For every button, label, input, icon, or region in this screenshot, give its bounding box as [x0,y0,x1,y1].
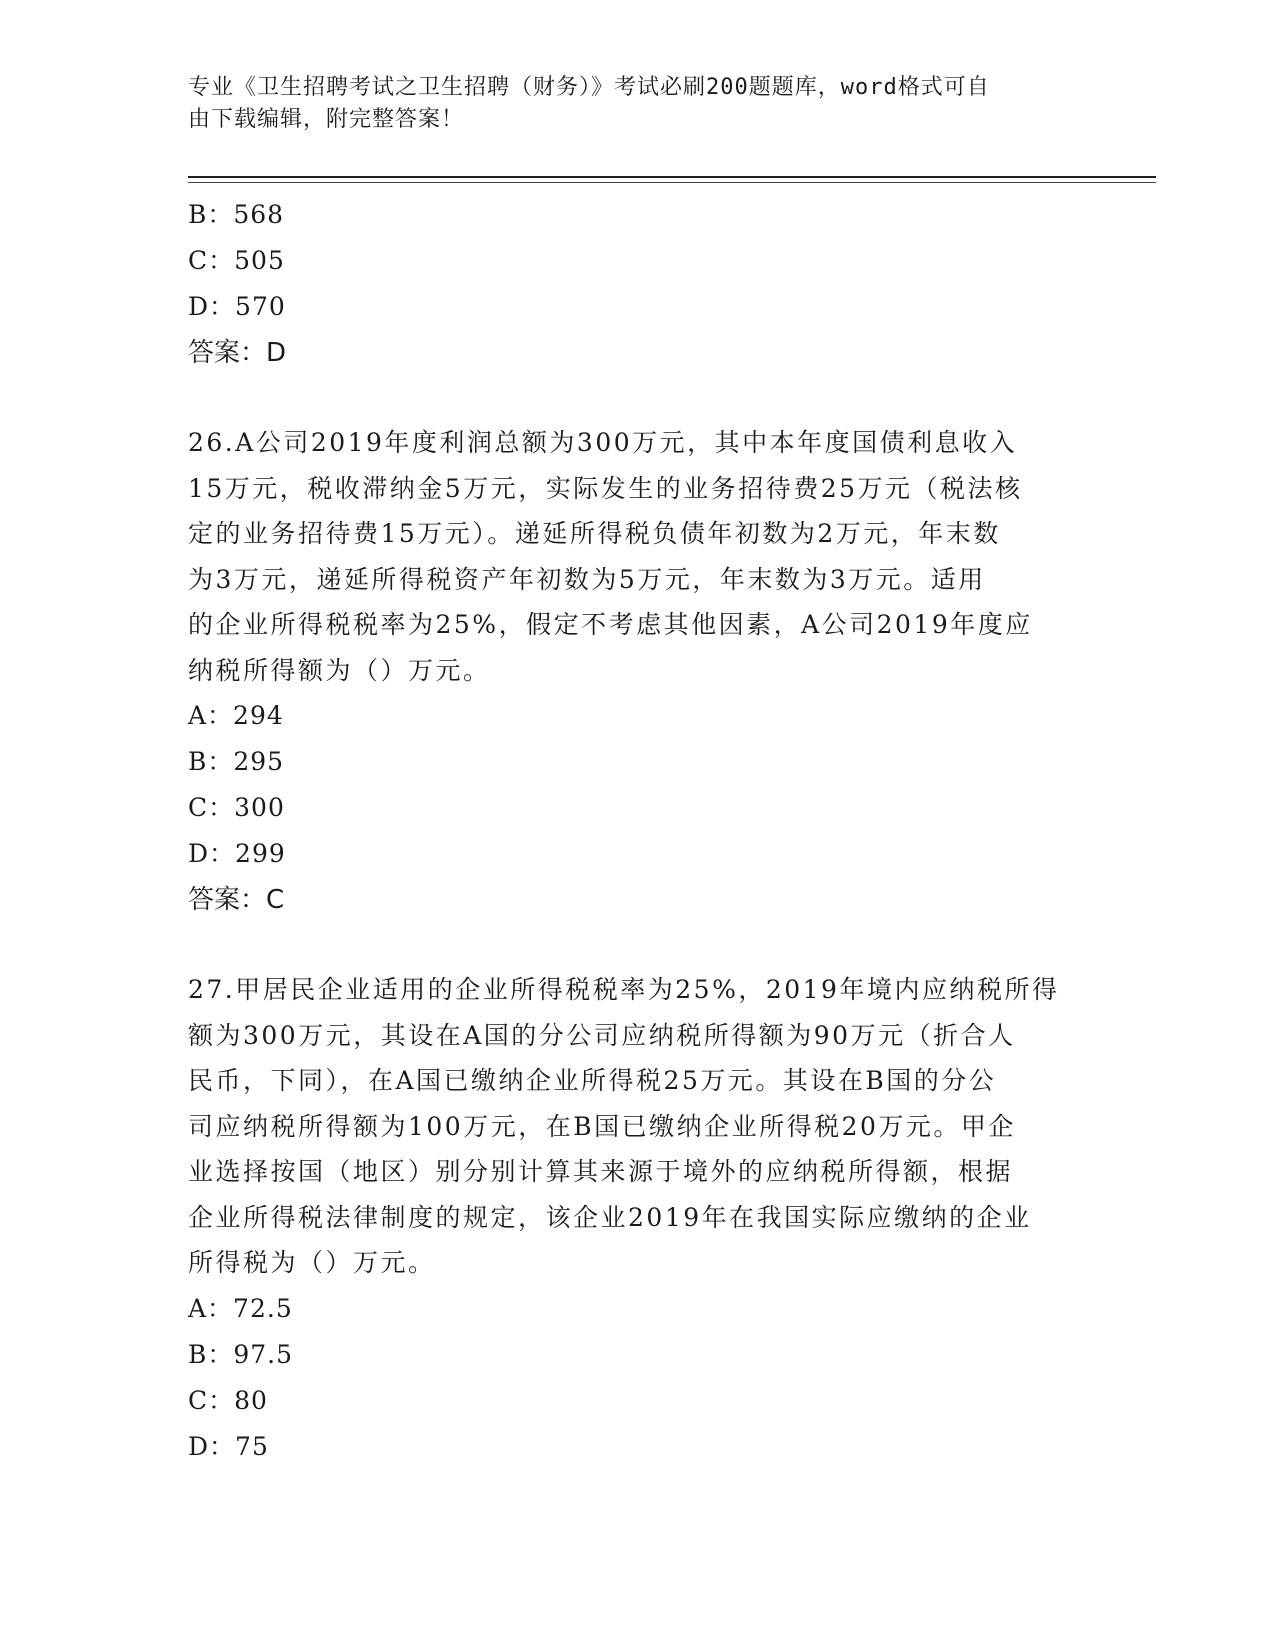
option-c: C：80 [188,1385,268,1415]
question-26 [188,420,1088,923]
question-25-tail [188,192,1088,376]
stem-line: 15万元，税收滞纳金5万元，实际发生的业务招待费25万元（税法核 [188,473,1023,503]
stem-line: 司应纳税所得额为100万元，在B国已缴纳企业所得税20万元。甲企 [188,1111,1016,1141]
stem-line: 的企业所得税税率为25%，假定不考虑其他因素，A公司2019年度应 [188,610,1033,639]
option-a: A：294 [188,701,284,730]
header-divider [188,176,1156,178]
answer-line: 答案：D [188,338,287,368]
option-a: A：72.5 [188,1293,293,1323]
question-stem [188,420,1088,693]
option-c: C：505 [188,246,285,275]
page-header [188,72,1068,136]
stem-line: 为3万元，递延所得税资产年初数为5万元，年末数为3万元。适用 [188,564,986,594]
stem-line: 所得税为（）万元。 [188,1248,436,1277]
option-b: B：568 [188,200,285,229]
stem-line: 26.A公司2019年度利润总额为300万元，其中本年度国债利息收入 [188,428,1018,457]
stem-line: 27.甲居民企业适用的企业所得税税率为25%，2019年境内应纳税所得 [188,975,1060,1004]
stem-line: 额为300万元，其设在A国的分公司应纳税所得额为90万元（折合人 [188,1020,1016,1050]
question-content [188,192,1088,1470]
header-line-2: 由下载编辑，附完整答案！ [188,107,465,132]
option-c: C：300 [188,793,285,822]
header-divider-thin [188,182,1156,183]
stem-line: 定的业务招待费15万元）。递延所得税负债年初数为2万元，年末数 [188,519,1001,548]
option-d: D：570 [188,292,286,321]
option-b: B：295 [188,747,285,776]
stem-line: 民币，下同），在A国已缴纳企业所得税25万元。其设在B国的分公 [188,1066,997,1095]
stem-line: 企业所得税法律制度的规定，该企业2019年在我国实际应缴纳的企业 [188,1202,1032,1232]
option-b: B：97.5 [188,1339,294,1369]
question-27 [188,967,1088,1470]
answer-line: 答案：C [188,885,285,915]
option-d: D：299 [188,839,286,868]
stem-line: 业选择按国（地区）别分别计算其来源于境外的应纳税所得额，根据 [188,1157,1014,1186]
question-stem [188,967,1088,1286]
header-line-1: 专业《卫生招聘考试之卫生招聘（财务）》考试必刷200题题库，word格式可自 [188,75,990,100]
stem-line: 纳税所得额为（）万元。 [188,655,491,685]
option-d: D：75 [188,1431,269,1461]
